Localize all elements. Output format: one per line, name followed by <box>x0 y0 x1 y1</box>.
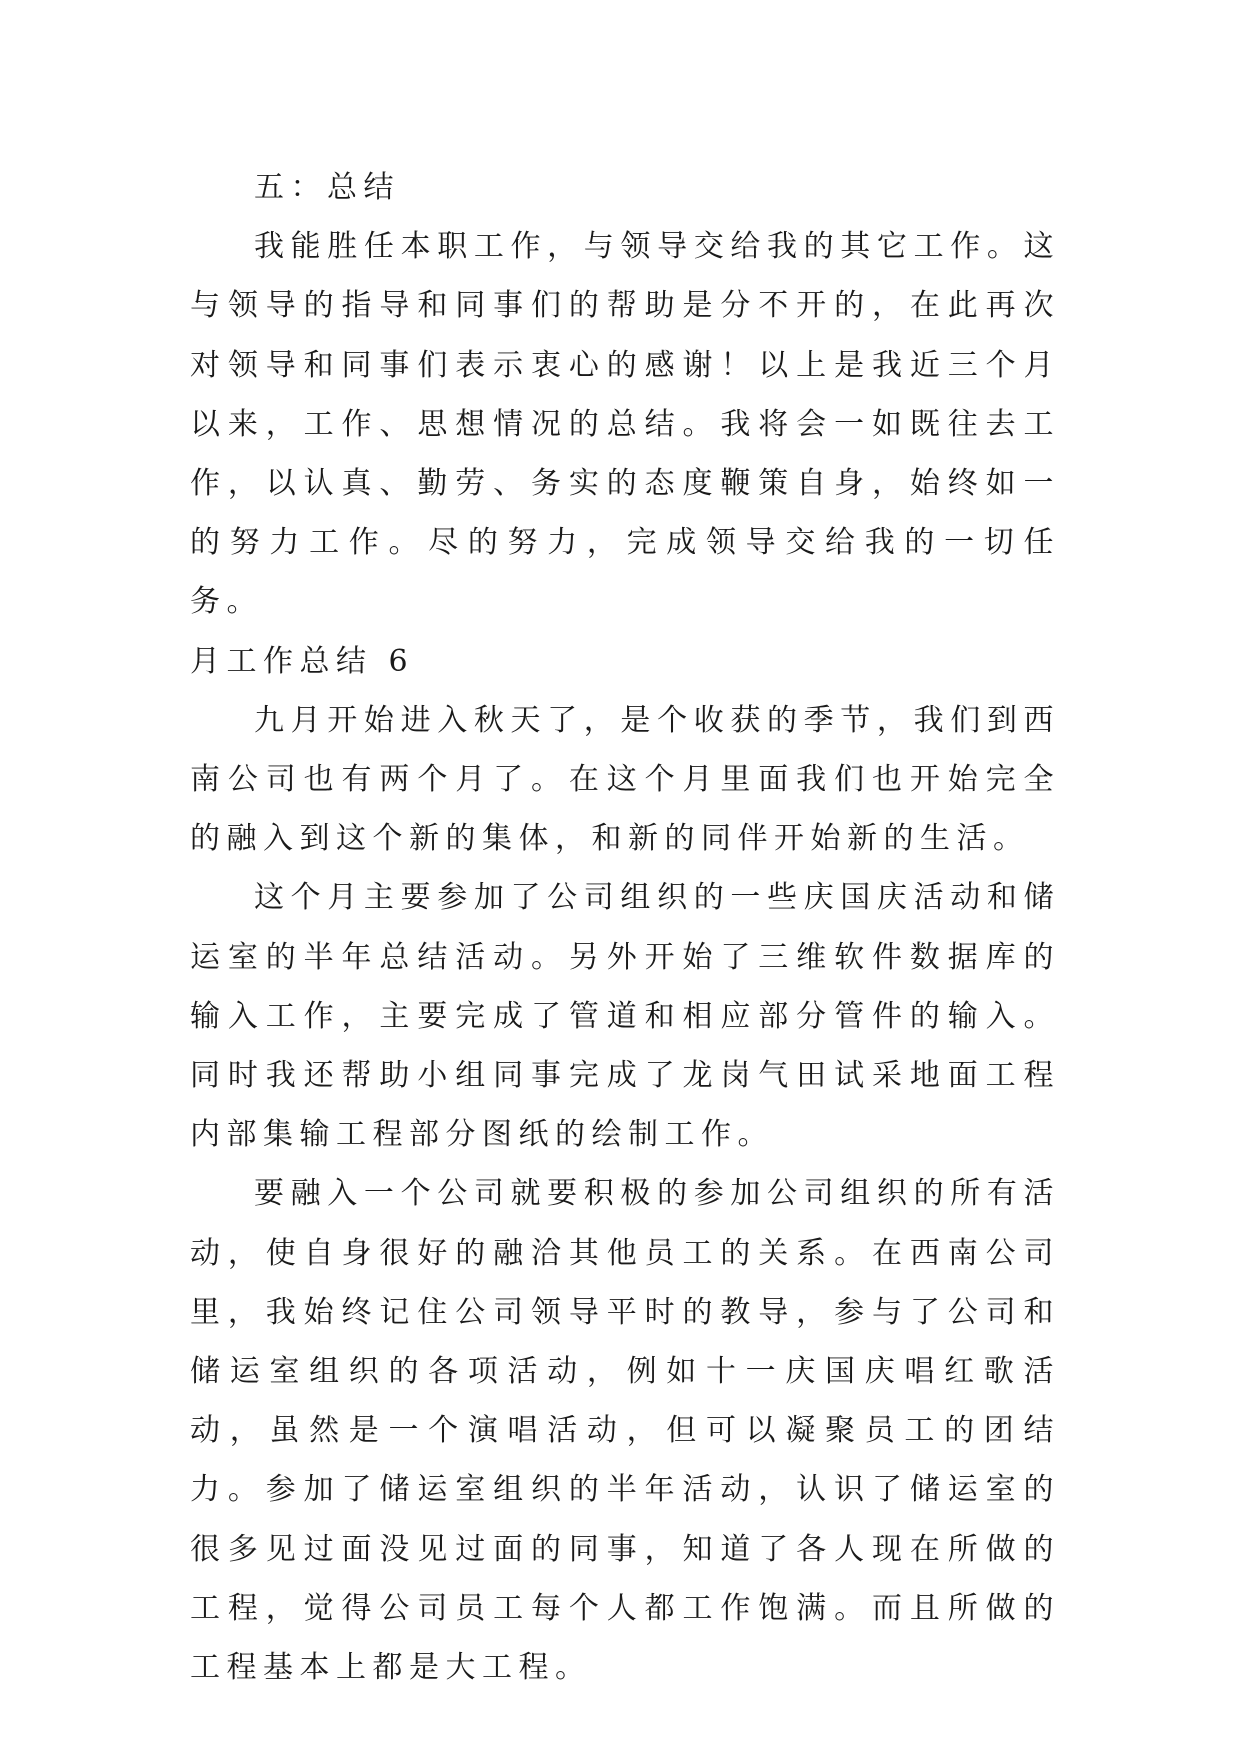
paragraph-work: 这个月主要参加了公司组织的一些庆国庆活动和储运室的半年总结活动。另外开始了三维软件数据库的输入工作，主要完成了管道和相应部分管件的输入。同时我还帮助小组同事完成了龙岗气田试采地面工程内部集输工程部分图纸的绘制工作。 <box>190 880 1060 1153</box>
paragraph-summary: 我能胜任本职工作，与领导交给我的其它工作。这与领导的指导和同事们的帮助是分不开的，在此再次对领导和同事们表示衷心的感谢！以上是我近三个月以来，工作、思想情况的总结。我将会一如既往去工作，以认真、勤劳、务实的态度鞭策自身，始终如一的努力工作。尽的努力，完成领导交给我的一切任务。 <box>190 229 1060 620</box>
document-body <box>190 158 1060 1697</box>
paragraph-activities: 要融入一个公司就要积极的参加公司组织的所有活动，使自身很好的融洽其他员工的关系。在西南公司里，我始终记住公司领导平时的教导，参与了公司和储运室组织的各项活动，例如十一庆国庆唱红歌活动，虽然是一个演唱活动，但可以凝聚员工的团结力。参加了储运室组织的半年活动，认识了储运室的很多见过面没见过面的同事，知道了各人现在所做的工程，觉得公司员工每个人都工作饱满。而且所做的工程基本上都是大工程。 <box>190 1176 1060 1686</box>
section-heading: 五：总结 <box>254 170 400 205</box>
paragraph-intro: 九月开始进入秋天了，是个收获的季节，我们到西南公司也有两个月了。在这个月里面我们也开始完全的融入到这个新的集体，和新的同伴开始新的生活。 <box>190 702 1060 857</box>
document-title: 月工作总结 6 <box>190 643 415 679</box>
